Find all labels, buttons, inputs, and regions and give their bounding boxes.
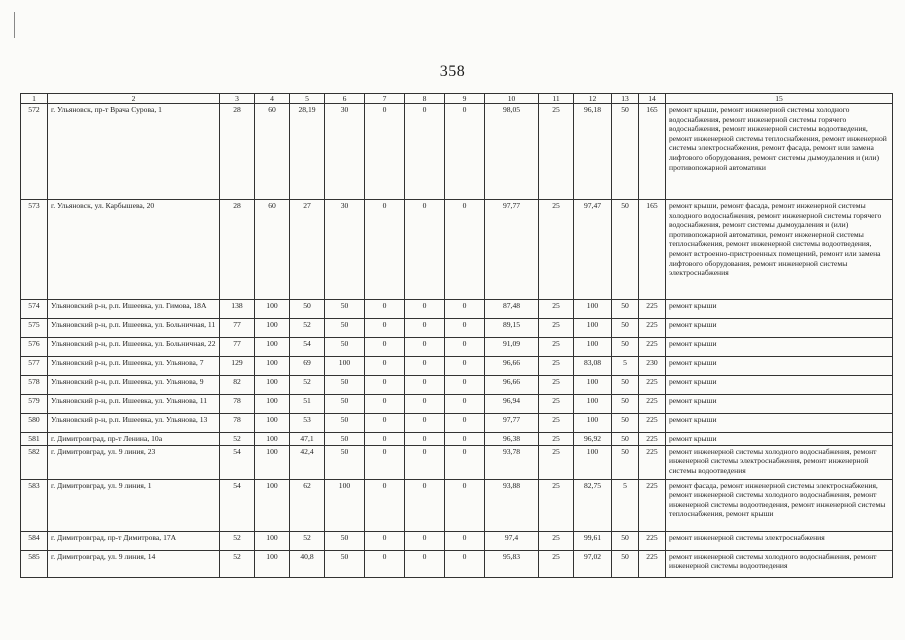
value-cell-7: 0 bbox=[365, 319, 405, 338]
value-cell-12: 100 bbox=[574, 338, 612, 357]
column-header-13: 13 bbox=[612, 94, 639, 104]
value-cell-12: 83,08 bbox=[574, 357, 612, 376]
page-number: 358 bbox=[439, 63, 466, 80]
row-number: 576 bbox=[21, 338, 48, 357]
table-row bbox=[21, 300, 893, 319]
value-cell-13: 50 bbox=[612, 550, 639, 577]
row-number: 580 bbox=[21, 414, 48, 433]
value-cell-6: 50 bbox=[325, 445, 365, 479]
row-number: 584 bbox=[21, 531, 48, 550]
value-cell-4: 100 bbox=[255, 479, 290, 531]
value-cell-8: 0 bbox=[405, 395, 445, 414]
value-cell-5: 28,19 bbox=[290, 104, 325, 200]
value-cell-13: 50 bbox=[612, 319, 639, 338]
value-cell-14: 165 bbox=[639, 104, 666, 200]
value-cell-5: 51 bbox=[290, 395, 325, 414]
value-cell-7: 0 bbox=[365, 445, 405, 479]
value-cell-9: 0 bbox=[445, 104, 485, 200]
value-cell-11: 25 bbox=[539, 104, 574, 200]
value-cell-9: 0 bbox=[445, 550, 485, 577]
value-cell-13: 5 bbox=[612, 479, 639, 531]
value-cell-6: 30 bbox=[325, 104, 365, 200]
address-cell: г. Димитровград, ул. 9 линия, 14 bbox=[48, 550, 220, 577]
value-cell-14: 225 bbox=[639, 338, 666, 357]
address-cell: Ульяновский р-н, р.п. Ишеевка, ул. Ульянова, 13 bbox=[48, 414, 220, 433]
address-cell: Ульяновский р-н, р.п. Ишеевка, ул. Больничная, 11 bbox=[48, 319, 220, 338]
value-cell-12: 96,92 bbox=[574, 433, 612, 446]
value-cell-10: 96,38 bbox=[485, 433, 539, 446]
value-cell-8: 0 bbox=[405, 479, 445, 531]
value-cell-8: 0 bbox=[405, 338, 445, 357]
works-cell: ремонт крыши bbox=[666, 319, 893, 338]
address-cell: г. Димитровград, ул. 9 линия, 23 bbox=[48, 445, 220, 479]
value-cell-12: 97,02 bbox=[574, 550, 612, 577]
value-cell-8: 0 bbox=[405, 445, 445, 479]
value-cell-13: 50 bbox=[612, 338, 639, 357]
value-cell-5: 53 bbox=[290, 414, 325, 433]
column-header-8: 8 bbox=[405, 94, 445, 104]
value-cell-5: 52 bbox=[290, 319, 325, 338]
value-cell-3: 82 bbox=[220, 376, 255, 395]
value-cell-3: 77 bbox=[220, 338, 255, 357]
column-header-11: 11 bbox=[539, 94, 574, 104]
value-cell-14: 225 bbox=[639, 531, 666, 550]
value-cell-8: 0 bbox=[405, 200, 445, 300]
value-cell-5: 42,4 bbox=[290, 445, 325, 479]
works-cell: ремонт крыши, ремонт инженерной системы холодного водоснабжения, ремонт инженерной системы горячего водоснабжения, ремонт инженерной системы водоотведения, ремонт инженерной системы теплоснабжения, ремонт инженерной системы электроснабжения, ремонт фасада, ремонт или замена лифтового оборудования, ремонт системы дымоудаления и (или) противопожарной автоматики bbox=[666, 104, 893, 200]
value-cell-12: 100 bbox=[574, 300, 612, 319]
value-cell-9: 0 bbox=[445, 414, 485, 433]
value-cell-6: 100 bbox=[325, 357, 365, 376]
address-cell: г. Димитровград, пр-т Димитрова, 17А bbox=[48, 531, 220, 550]
column-header-7: 7 bbox=[365, 94, 405, 104]
value-cell-7: 0 bbox=[365, 357, 405, 376]
value-cell-10: 91,09 bbox=[485, 338, 539, 357]
value-cell-10: 96,66 bbox=[485, 376, 539, 395]
value-cell-4: 100 bbox=[255, 300, 290, 319]
value-cell-10: 95,83 bbox=[485, 550, 539, 577]
row-number: 573 bbox=[21, 200, 48, 300]
value-cell-10: 98,05 bbox=[485, 104, 539, 200]
value-cell-6: 50 bbox=[325, 338, 365, 357]
value-cell-10: 97,77 bbox=[485, 414, 539, 433]
value-cell-5: 47,1 bbox=[290, 433, 325, 446]
value-cell-8: 0 bbox=[405, 433, 445, 446]
value-cell-11: 25 bbox=[539, 395, 574, 414]
value-cell-3: 129 bbox=[220, 357, 255, 376]
value-cell-10: 93,78 bbox=[485, 445, 539, 479]
value-cell-11: 25 bbox=[539, 300, 574, 319]
value-cell-9: 0 bbox=[445, 376, 485, 395]
value-cell-10: 96,94 bbox=[485, 395, 539, 414]
row-number: 578 bbox=[21, 376, 48, 395]
table-row bbox=[21, 357, 893, 376]
value-cell-13: 50 bbox=[612, 104, 639, 200]
value-cell-12: 100 bbox=[574, 376, 612, 395]
value-cell-9: 0 bbox=[445, 338, 485, 357]
value-cell-11: 25 bbox=[539, 376, 574, 395]
value-cell-11: 25 bbox=[539, 414, 574, 433]
works-cell: ремонт крыши bbox=[666, 338, 893, 357]
value-cell-9: 0 bbox=[445, 479, 485, 531]
table-row bbox=[21, 479, 893, 531]
value-cell-5: 50 bbox=[290, 300, 325, 319]
value-cell-5: 62 bbox=[290, 479, 325, 531]
column-header-14: 14 bbox=[639, 94, 666, 104]
value-cell-5: 54 bbox=[290, 338, 325, 357]
value-cell-6: 50 bbox=[325, 414, 365, 433]
value-cell-10: 89,15 bbox=[485, 319, 539, 338]
works-cell: ремонт крыши bbox=[666, 357, 893, 376]
table-header bbox=[21, 94, 893, 104]
row-number: 572 bbox=[21, 104, 48, 200]
table-row bbox=[21, 319, 893, 338]
works-cell: ремонт крыши, ремонт фасада, ремонт инженерной системы холодного водоснабжения, ремонт инженерной системы горячего водоснабжения, ремонт системы дымоудаления и (или) противопожарной автоматики, ремонт инженерной системы теплоснабжения, ремонт инженерной системы водоотведения, ремонт встроенно-пристроенных помещений, ремонт или замена лифтового оборудования, ремонт инженерной системы электроснабжения bbox=[666, 200, 893, 300]
value-cell-13: 50 bbox=[612, 445, 639, 479]
value-cell-14: 165 bbox=[639, 200, 666, 300]
row-number: 574 bbox=[21, 300, 48, 319]
value-cell-14: 225 bbox=[639, 479, 666, 531]
value-cell-14: 225 bbox=[639, 319, 666, 338]
value-cell-4: 100 bbox=[255, 550, 290, 577]
address-cell: г. Димитровград, ул. 9 линия, 1 bbox=[48, 479, 220, 531]
value-cell-8: 0 bbox=[405, 414, 445, 433]
value-cell-5: 52 bbox=[290, 531, 325, 550]
value-cell-10: 87,48 bbox=[485, 300, 539, 319]
value-cell-11: 25 bbox=[539, 338, 574, 357]
value-cell-3: 138 bbox=[220, 300, 255, 319]
value-cell-13: 5 bbox=[612, 357, 639, 376]
value-cell-4: 100 bbox=[255, 414, 290, 433]
value-cell-4: 60 bbox=[255, 104, 290, 200]
value-cell-9: 0 bbox=[445, 433, 485, 446]
table-row bbox=[21, 531, 893, 550]
value-cell-13: 50 bbox=[612, 414, 639, 433]
value-cell-13: 50 bbox=[612, 300, 639, 319]
table-row bbox=[21, 550, 893, 577]
column-header-10: 10 bbox=[485, 94, 539, 104]
works-cell: ремонт фасада, ремонт инженерной системы электроснабжения, ремонт инженерной системы холодного водоснабжения, ремонт инженерной системы водоотведения, ремонт инженерной системы теплоснабжения, ремонт крыши bbox=[666, 479, 893, 531]
value-cell-12: 97,47 bbox=[574, 200, 612, 300]
value-cell-4: 100 bbox=[255, 338, 290, 357]
value-cell-5: 69 bbox=[290, 357, 325, 376]
value-cell-12: 99,61 bbox=[574, 531, 612, 550]
column-header-5: 5 bbox=[290, 94, 325, 104]
value-cell-14: 225 bbox=[639, 445, 666, 479]
scan-edge-mark bbox=[14, 12, 15, 38]
value-cell-9: 0 bbox=[445, 200, 485, 300]
value-cell-12: 100 bbox=[574, 414, 612, 433]
value-cell-7: 0 bbox=[365, 104, 405, 200]
value-cell-11: 25 bbox=[539, 319, 574, 338]
value-cell-7: 0 bbox=[365, 300, 405, 319]
value-cell-13: 50 bbox=[612, 395, 639, 414]
address-cell: Ульяновский р-н, р.п. Ишеевка, ул. Гимова, 18А bbox=[48, 300, 220, 319]
value-cell-5: 52 bbox=[290, 376, 325, 395]
table-row bbox=[21, 104, 893, 200]
value-cell-6: 50 bbox=[325, 395, 365, 414]
value-cell-6: 50 bbox=[325, 319, 365, 338]
value-cell-14: 225 bbox=[639, 395, 666, 414]
value-cell-7: 0 bbox=[365, 531, 405, 550]
value-cell-11: 25 bbox=[539, 550, 574, 577]
value-cell-6: 50 bbox=[325, 300, 365, 319]
value-cell-7: 0 bbox=[365, 338, 405, 357]
value-cell-8: 0 bbox=[405, 550, 445, 577]
row-number: 581 bbox=[21, 433, 48, 446]
value-cell-4: 100 bbox=[255, 395, 290, 414]
works-cell: ремонт инженерной системы холодного водоснабжения, ремонт инженерной системы водоотведения bbox=[666, 550, 893, 577]
value-cell-7: 0 bbox=[365, 550, 405, 577]
value-cell-6: 50 bbox=[325, 376, 365, 395]
value-cell-4: 100 bbox=[255, 319, 290, 338]
value-cell-11: 25 bbox=[539, 433, 574, 446]
table-body bbox=[21, 104, 893, 578]
value-cell-8: 0 bbox=[405, 319, 445, 338]
value-cell-11: 25 bbox=[539, 479, 574, 531]
value-cell-4: 100 bbox=[255, 376, 290, 395]
value-cell-3: 54 bbox=[220, 445, 255, 479]
value-cell-3: 78 bbox=[220, 414, 255, 433]
value-cell-7: 0 bbox=[365, 479, 405, 531]
row-number: 575 bbox=[21, 319, 48, 338]
value-cell-14: 225 bbox=[639, 300, 666, 319]
column-header-1: 1 bbox=[21, 94, 48, 104]
address-cell: Ульяновский р-н, р.п. Ишеевка, ул. Ульянова, 7 bbox=[48, 357, 220, 376]
value-cell-4: 60 bbox=[255, 200, 290, 300]
works-cell: ремонт инженерной системы холодного водоснабжения, ремонт инженерной системы электроснабжения, ремонт инженерной системы водоотведения bbox=[666, 445, 893, 479]
value-cell-6: 30 bbox=[325, 200, 365, 300]
works-cell: ремонт крыши bbox=[666, 395, 893, 414]
value-cell-3: 54 bbox=[220, 479, 255, 531]
value-cell-8: 0 bbox=[405, 300, 445, 319]
value-cell-14: 230 bbox=[639, 357, 666, 376]
value-cell-5: 40,8 bbox=[290, 550, 325, 577]
address-cell: г. Ульяновск, пр-т Врача Сурова, 1 bbox=[48, 104, 220, 200]
value-cell-10: 96,66 bbox=[485, 357, 539, 376]
value-cell-12: 82,75 bbox=[574, 479, 612, 531]
column-header-9: 9 bbox=[445, 94, 485, 104]
column-header-3: 3 bbox=[220, 94, 255, 104]
row-number: 577 bbox=[21, 357, 48, 376]
address-cell: Ульяновский р-н, р.п. Ишеевка, ул. Ульянова, 11 bbox=[48, 395, 220, 414]
value-cell-12: 100 bbox=[574, 319, 612, 338]
value-cell-10: 97,77 bbox=[485, 200, 539, 300]
value-cell-6: 50 bbox=[325, 433, 365, 446]
value-cell-13: 50 bbox=[612, 531, 639, 550]
address-cell: г. Ульяновск, ул. Карбышева, 20 bbox=[48, 200, 220, 300]
row-number: 585 bbox=[21, 550, 48, 577]
value-cell-13: 50 bbox=[612, 200, 639, 300]
value-cell-4: 100 bbox=[255, 445, 290, 479]
value-cell-14: 225 bbox=[639, 550, 666, 577]
address-cell: Ульяновский р-н, р.п. Ишеевка, ул. Ульянова, 9 bbox=[48, 376, 220, 395]
value-cell-10: 97,4 bbox=[485, 531, 539, 550]
column-header-12: 12 bbox=[574, 94, 612, 104]
value-cell-9: 0 bbox=[445, 357, 485, 376]
value-cell-6: 100 bbox=[325, 479, 365, 531]
value-cell-12: 96,18 bbox=[574, 104, 612, 200]
value-cell-8: 0 bbox=[405, 104, 445, 200]
column-header-6: 6 bbox=[325, 94, 365, 104]
value-cell-8: 0 bbox=[405, 531, 445, 550]
value-cell-10: 93,88 bbox=[485, 479, 539, 531]
address-cell: г. Димитровград, пр-т Ленина, 10а bbox=[48, 433, 220, 446]
value-cell-11: 25 bbox=[539, 445, 574, 479]
table-row bbox=[21, 433, 893, 446]
row-number: 579 bbox=[21, 395, 48, 414]
value-cell-14: 225 bbox=[639, 414, 666, 433]
value-cell-9: 0 bbox=[445, 445, 485, 479]
value-cell-3: 52 bbox=[220, 531, 255, 550]
row-number: 582 bbox=[21, 445, 48, 479]
works-cell: ремонт крыши bbox=[666, 376, 893, 395]
value-cell-6: 50 bbox=[325, 531, 365, 550]
value-cell-3: 52 bbox=[220, 433, 255, 446]
column-header-15: 15 bbox=[666, 94, 893, 104]
works-cell: ремонт инженерной системы электроснабжения bbox=[666, 531, 893, 550]
value-cell-7: 0 bbox=[365, 433, 405, 446]
works-cell: ремонт крыши bbox=[666, 300, 893, 319]
register-table bbox=[20, 93, 893, 578]
value-cell-3: 28 bbox=[220, 104, 255, 200]
table-row bbox=[21, 414, 893, 433]
value-cell-6: 50 bbox=[325, 550, 365, 577]
column-header-2: 2 bbox=[48, 94, 220, 104]
value-cell-11: 25 bbox=[539, 357, 574, 376]
value-cell-7: 0 bbox=[365, 414, 405, 433]
value-cell-3: 52 bbox=[220, 550, 255, 577]
row-number: 583 bbox=[21, 479, 48, 531]
value-cell-13: 50 bbox=[612, 376, 639, 395]
value-cell-7: 0 bbox=[365, 376, 405, 395]
value-cell-9: 0 bbox=[445, 531, 485, 550]
table-row bbox=[21, 445, 893, 479]
table-row bbox=[21, 200, 893, 300]
value-cell-11: 25 bbox=[539, 531, 574, 550]
table-row bbox=[21, 395, 893, 414]
value-cell-7: 0 bbox=[365, 200, 405, 300]
value-cell-4: 100 bbox=[255, 357, 290, 376]
value-cell-4: 100 bbox=[255, 433, 290, 446]
value-cell-9: 0 bbox=[445, 395, 485, 414]
value-cell-3: 78 bbox=[220, 395, 255, 414]
column-header-4: 4 bbox=[255, 94, 290, 104]
value-cell-7: 0 bbox=[365, 395, 405, 414]
table-row bbox=[21, 338, 893, 357]
value-cell-5: 27 bbox=[290, 200, 325, 300]
value-cell-9: 0 bbox=[445, 319, 485, 338]
value-cell-12: 100 bbox=[574, 445, 612, 479]
value-cell-8: 0 bbox=[405, 357, 445, 376]
value-cell-8: 0 bbox=[405, 376, 445, 395]
value-cell-3: 77 bbox=[220, 319, 255, 338]
value-cell-13: 50 bbox=[612, 433, 639, 446]
value-cell-14: 225 bbox=[639, 376, 666, 395]
value-cell-12: 100 bbox=[574, 395, 612, 414]
value-cell-9: 0 bbox=[445, 300, 485, 319]
works-cell: ремонт крыши bbox=[666, 414, 893, 433]
value-cell-4: 100 bbox=[255, 531, 290, 550]
address-cell: Ульяновский р-н, р.п. Ишеевка, ул. Больничная, 22 bbox=[48, 338, 220, 357]
table-row bbox=[21, 376, 893, 395]
value-cell-3: 28 bbox=[220, 200, 255, 300]
works-cell: ремонт крыши bbox=[666, 433, 893, 446]
value-cell-11: 25 bbox=[539, 200, 574, 300]
value-cell-14: 225 bbox=[639, 433, 666, 446]
